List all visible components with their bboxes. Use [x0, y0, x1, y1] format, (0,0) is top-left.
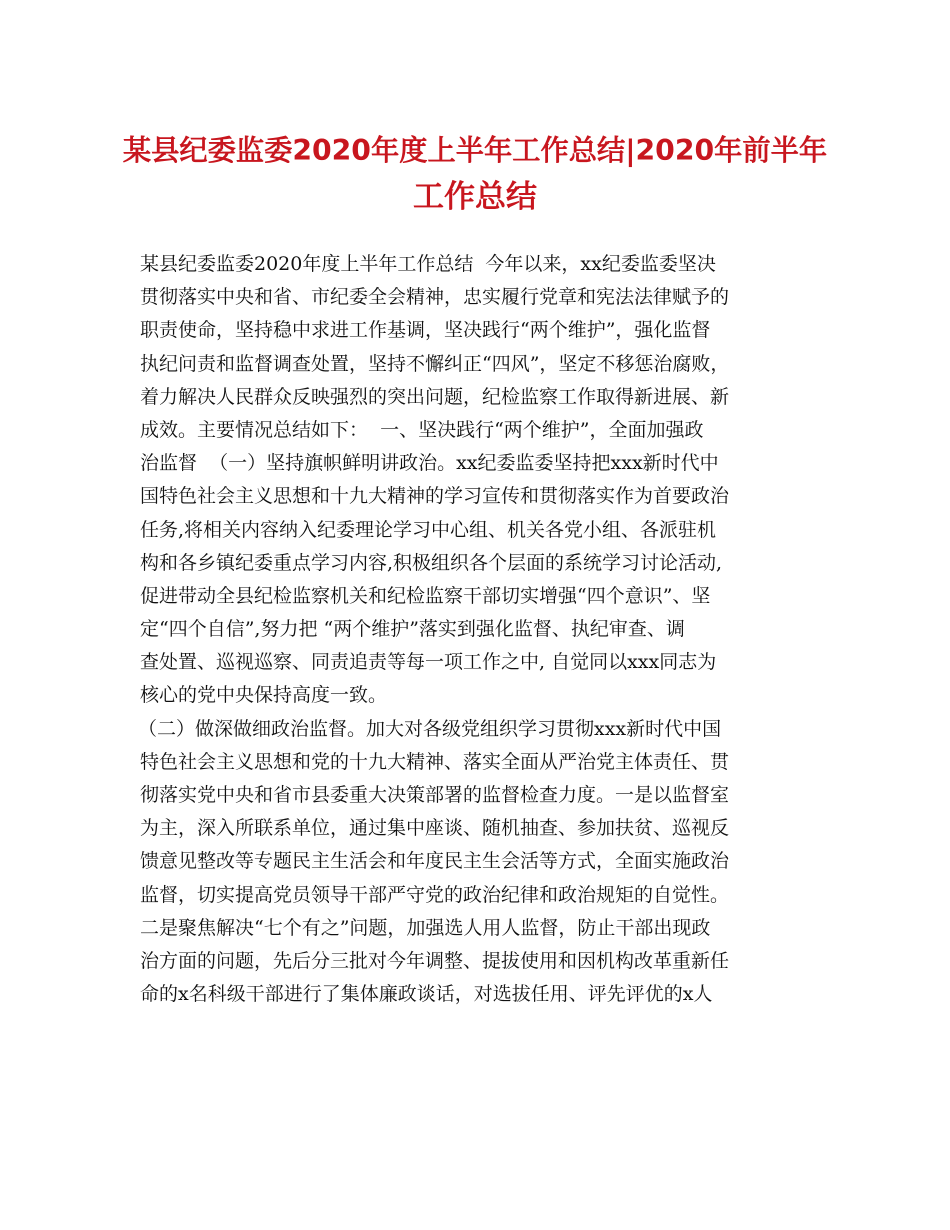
- paragraph-line: 彻落实党中央和省市县委重大决策部署的监督检查力度。一是以监督室: [140, 784, 730, 806]
- paragraph-line: 馈意见整改等专题民主生活会和年度民主生会活等方式，全面实施政治: [140, 850, 730, 873]
- paragraph-line: 为主，深入所联系单位，通过集中座谈、随机抽查、参加扶贫、巡视反: [140, 817, 730, 840]
- paragraph-line: 成效。主要情况总结如下： 一、坚决践行“两个维护”，全面加强政: [140, 418, 704, 441]
- paragraph-line: 治监督 （一）坚持旗帜鲜明讲政治。xx纪委监委坚持把xxx新时代中: [140, 452, 719, 475]
- paragraph-line: 职责使命，坚持稳中求进工作基调，坚决践行“两个维护”，强化监督: [140, 319, 711, 342]
- paragraph-line: 执纪问责和监督调查处置，坚持不懈纠正“四风”，坚定不移惩治腐败，: [140, 352, 730, 375]
- paragraph-line: 监督，切实提高党员领导干部严守党的政治纪律和政治规矩的自觉性。: [140, 883, 730, 906]
- paragraph-line: 二是聚焦解决“七个有之”问题，加强选人用人监督，防止干部出现政: [140, 916, 711, 939]
- paragraph-line: 命的x名科级干部进行了集体廉政谈话，对选拔任用、评先评优的x人: [140, 983, 713, 1006]
- paragraph-line: 着力解决人民群众反映强烈的突出问题，纪检监察工作取得新进展、新: [140, 385, 730, 408]
- paragraph-line: 国特色社会主义思想和十九大精神的学习宣传和贯彻落实作为首要政治: [140, 485, 730, 508]
- paragraph-line: 定“四个自信”,努力把 “两个维护”落实到强化监督、执纪审查、调: [140, 618, 685, 641]
- paragraph-line: 某县纪委监委2020年度上半年工作总结 今年以来，xx纪委监委坚决: [140, 253, 716, 275]
- paragraph-line: 特色社会主义思想和党的十九大精神、落实全面从严治党主体责任、贯: [140, 750, 730, 773]
- paragraph-line: 治方面的问题，先后分三批对今年调整、提拔使用和因机构改革重新任: [140, 949, 730, 972]
- paragraph-line: 任务,将相关内容纳入纪委理论学习中心组、机关各党小组、各派驻机: [140, 518, 717, 541]
- paragraph-line: 查处置、巡视巡察、同责追责等每一项工作之中, 自觉同以xxx同志为: [140, 651, 717, 674]
- paragraph-line: 核心的党中央保持高度一致。: [140, 684, 388, 707]
- document-body: [140, 248, 820, 1011]
- paragraph-line: （二）做深做细政治监督。加大对各级党组织学习贯彻xxx新时代中国: [138, 717, 722, 740]
- document-title: [120, 128, 830, 220]
- paragraph-line: 贯彻落实中央和省、市纪委全会精神，忠实履行党章和宪法法律赋予的: [140, 286, 730, 309]
- paragraph-line: 构和各乡镇纪委重点学习内容,积极组织各个层面的系统学习讨论活动,: [140, 551, 723, 574]
- paragraph-line: 促进带动全县纪检监察机关和纪检监察干部切实增强“四个意识”、坚: [140, 584, 711, 607]
- title-line-1: 某县纪委监委2020年度上半年工作总结|2020年前半年: [122, 134, 828, 167]
- title-line-2: 工作总结: [413, 179, 537, 215]
